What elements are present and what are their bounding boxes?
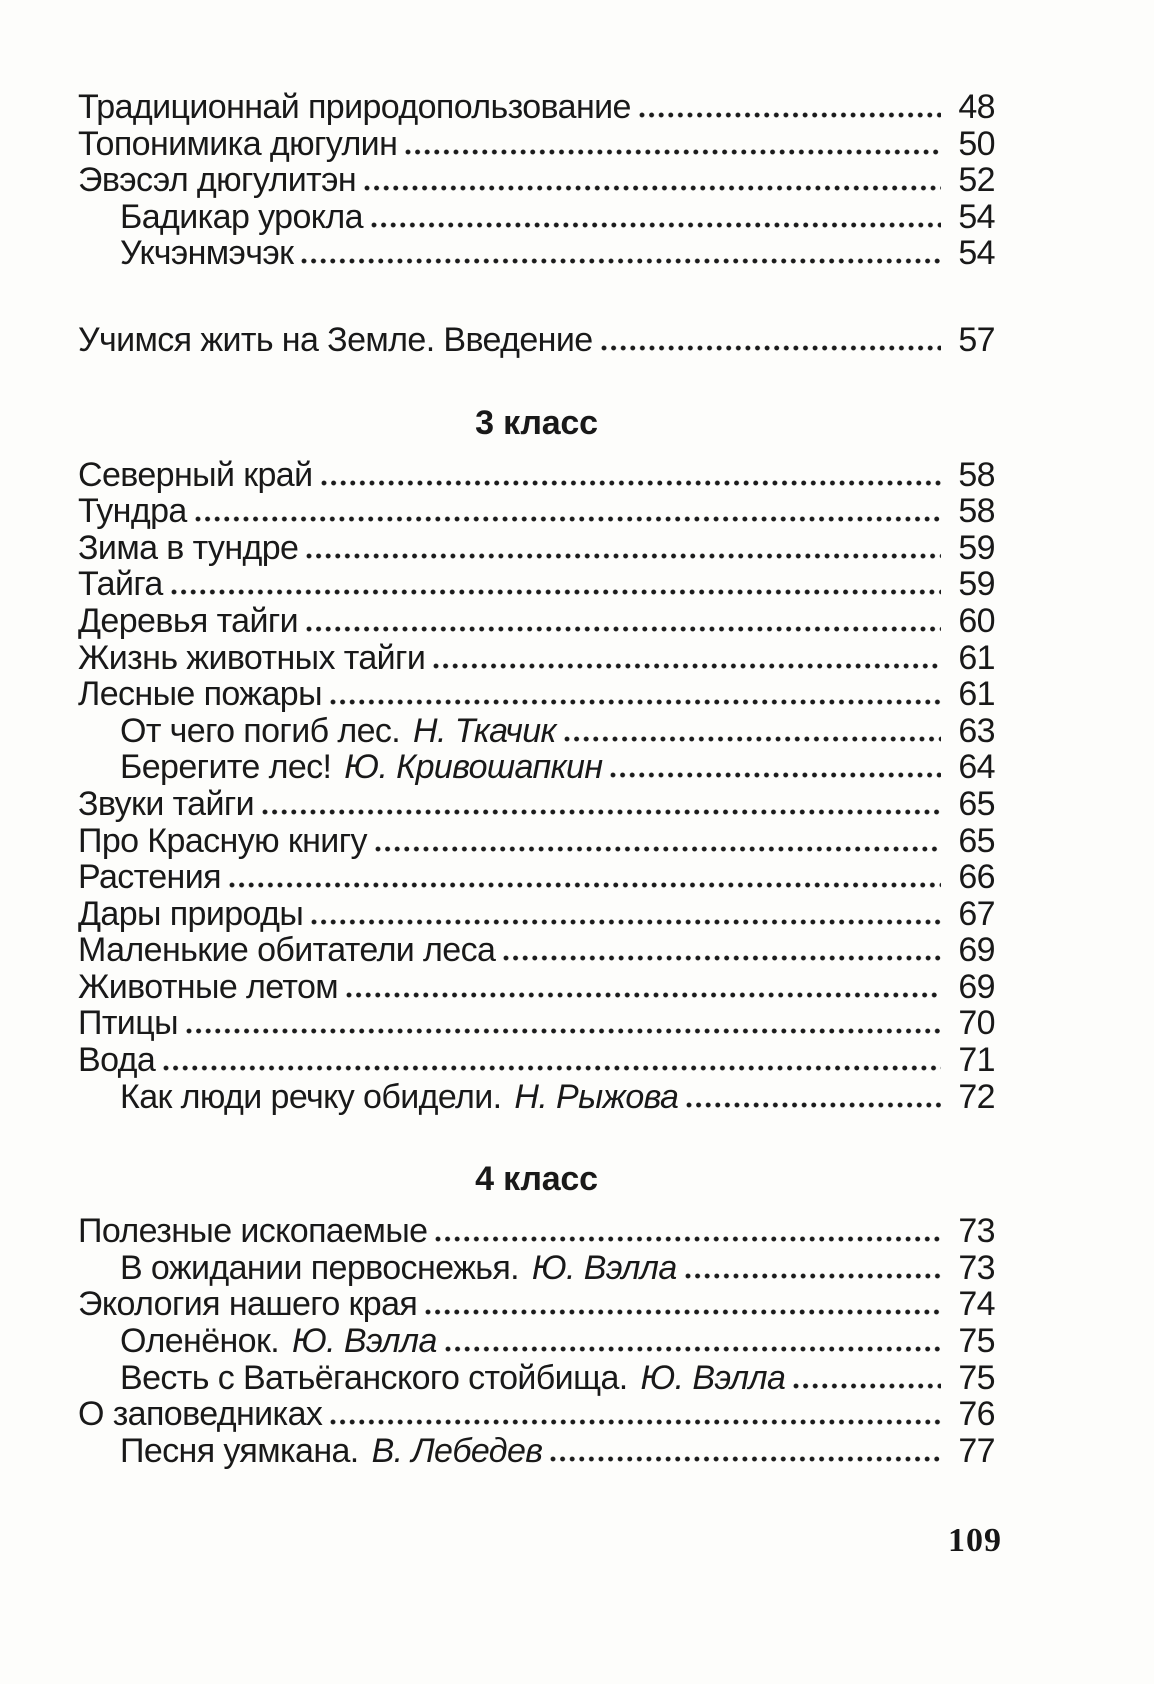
toc-entry-page: 70 xyxy=(958,1004,995,1043)
dot-leader xyxy=(424,1309,941,1315)
toc-entry-title: Северный край xyxy=(78,455,313,494)
toc-entry-title: Деревья тайги xyxy=(78,601,299,640)
toc-entry-page: 50 xyxy=(958,124,995,163)
toc-entry-page: 61 xyxy=(958,675,995,714)
toc-entry xyxy=(78,858,995,895)
toc-entry-title: Оленёнок. Ю. Вэлла xyxy=(120,1322,437,1361)
toc-entry xyxy=(78,1249,995,1286)
toc-entry xyxy=(78,1078,995,1115)
toc-entry-title: О заповедниках xyxy=(78,1395,323,1434)
toc-entry xyxy=(78,1432,995,1469)
section-heading: 4 класс xyxy=(475,1160,598,1199)
toc-entry-title: Тундра xyxy=(78,492,187,531)
toc-entry-page: 57 xyxy=(958,320,995,359)
toc-entry-title: Маленькие обитатели леса xyxy=(78,931,496,970)
dot-leader xyxy=(305,626,941,632)
toc-entry xyxy=(78,321,995,358)
toc-entry-title: Дары природы xyxy=(78,894,304,933)
toc-entry xyxy=(78,1285,995,1322)
toc-entry xyxy=(78,822,995,859)
toc-entry xyxy=(78,565,995,602)
dot-leader xyxy=(444,1346,941,1352)
toc-entry-title: Топонимика дюгулин xyxy=(78,124,398,163)
toc-entry-title: В ожидании первоснежья. Ю. Вэлла xyxy=(120,1248,677,1287)
toc-block xyxy=(78,321,995,358)
page-number: 109 xyxy=(948,1522,1002,1559)
toc-entry xyxy=(78,234,995,271)
toc-entry-author: Ю. Вэлла xyxy=(531,1248,677,1287)
toc-entry-title: Вода xyxy=(78,1041,156,1080)
toc-entry xyxy=(78,1004,995,1041)
toc-entry-title: Экология нашего края xyxy=(78,1285,418,1324)
toc-entry-page: 73 xyxy=(958,1212,995,1251)
toc-entry xyxy=(78,198,995,235)
dot-leader xyxy=(228,882,941,888)
toc-entry xyxy=(78,931,995,968)
toc-entry-title: Жизнь животных тайги xyxy=(78,638,426,677)
dot-leader xyxy=(685,1102,941,1108)
toc-entry xyxy=(78,712,995,749)
toc-entry-page: 76 xyxy=(958,1395,995,1434)
dot-leader xyxy=(404,149,941,155)
toc-entry-page: 48 xyxy=(958,88,995,126)
toc-entry-page: 65 xyxy=(958,784,995,823)
toc-entry-title: Полезные ископаемые xyxy=(78,1212,428,1251)
toc-entry-page: 69 xyxy=(958,967,995,1006)
toc-entry xyxy=(78,529,995,566)
toc-entry-title: Берегите лес! Ю. Кривошапкин xyxy=(120,748,603,787)
toc-entry-page: 54 xyxy=(958,197,995,236)
dot-leader xyxy=(563,736,941,742)
toc-entry-title: Зима в тундре xyxy=(78,528,299,567)
dot-leader xyxy=(549,1456,941,1462)
section-heading: 3 класс xyxy=(475,403,598,442)
dot-leader xyxy=(432,663,941,669)
toc-block xyxy=(78,88,995,271)
toc-entry-title: Тайга xyxy=(78,565,163,604)
dot-leader xyxy=(162,1065,941,1071)
dot-leader xyxy=(638,112,941,118)
toc-entry xyxy=(78,968,995,1005)
dot-leader xyxy=(370,222,941,228)
toc-entry-title: От чего погиб лес. Н. Ткачик xyxy=(120,711,556,750)
dot-leader xyxy=(261,809,941,815)
toc-entry-page: 54 xyxy=(958,234,995,273)
dot-leader xyxy=(320,480,942,486)
toc-entry xyxy=(78,895,995,932)
toc-entry-title: Песня уямкана. В. Лебедев xyxy=(120,1431,543,1470)
table-of-contents xyxy=(78,88,995,1468)
dot-leader xyxy=(329,699,941,705)
dot-leader xyxy=(609,772,941,778)
toc-entry-page: 59 xyxy=(958,565,995,604)
dot-leader xyxy=(374,846,941,852)
toc-block xyxy=(78,1160,995,1468)
toc-entry-page: 58 xyxy=(958,455,995,494)
toc-entry-page: 67 xyxy=(958,894,995,933)
toc-entry-page: 63 xyxy=(958,711,995,750)
dot-leader xyxy=(684,1273,941,1279)
toc-entry xyxy=(78,161,995,198)
toc-entry xyxy=(78,125,995,162)
toc-entry xyxy=(78,602,995,639)
toc-entry-title: Традиционнай природопользование xyxy=(78,88,631,126)
toc-entry-page: 69 xyxy=(958,931,995,970)
toc-entry-title: Про Красную книгу xyxy=(78,821,367,860)
toc-entry-author: Н. Рыжова xyxy=(514,1077,679,1116)
toc-entry-page: 66 xyxy=(958,858,995,897)
toc-entry-title: Лесные пожары xyxy=(78,675,322,714)
toc-entry-author: В. Лебедев xyxy=(371,1431,543,1470)
toc-entry-author: Ю. Кривошапкин xyxy=(344,748,603,787)
toc-entry-title: Птицы xyxy=(78,1004,178,1043)
dot-leader xyxy=(305,553,941,559)
toc-entry-page: 65 xyxy=(958,821,995,860)
dot-leader xyxy=(329,1419,941,1425)
dot-leader xyxy=(502,955,941,961)
toc-entry xyxy=(78,748,995,785)
toc-entry-author: Н. Ткачик xyxy=(413,711,556,750)
toc-block xyxy=(78,404,995,1115)
toc-entry-page: 74 xyxy=(958,1285,995,1324)
toc-entry-page: 71 xyxy=(958,1041,995,1080)
toc-entry-title: Эвэсэл дюгулитэн xyxy=(78,161,357,200)
toc-entry-page: 75 xyxy=(958,1322,995,1361)
toc-entry-page: 60 xyxy=(958,601,995,640)
toc-entry-page: 73 xyxy=(958,1248,995,1287)
dot-leader xyxy=(170,589,941,595)
toc-entry-page: 64 xyxy=(958,748,995,787)
toc-entry xyxy=(78,639,995,676)
dot-leader xyxy=(310,919,941,925)
toc-entry-page: 61 xyxy=(958,638,995,677)
toc-entry xyxy=(78,675,995,712)
toc-entry xyxy=(78,1212,995,1249)
toc-entry-title: Растения xyxy=(78,858,221,897)
toc-entry-page: 72 xyxy=(958,1077,995,1116)
toc-entry xyxy=(78,88,995,125)
dot-leader xyxy=(792,1383,941,1389)
dot-leader xyxy=(363,185,941,191)
toc-entry-page: 58 xyxy=(958,492,995,531)
toc-entry-page: 59 xyxy=(958,528,995,567)
toc-entry-title: Учимся жить на Земле. Введение xyxy=(78,320,593,359)
toc-entry-author: Ю. Вэлла xyxy=(292,1322,437,1361)
toc-entry xyxy=(78,492,995,529)
toc-entry-page: 77 xyxy=(958,1431,995,1470)
toc-entry xyxy=(78,785,995,822)
toc-entry xyxy=(78,1395,995,1432)
dot-leader xyxy=(600,345,941,351)
toc-entry-title: Как люди речку обидели. Н. Рыжова xyxy=(120,1077,679,1116)
toc-entry-title: Весть с Ватьёганского стойбища. Ю. Вэлла xyxy=(120,1358,786,1397)
toc-entry-page: 52 xyxy=(958,161,995,200)
dot-leader xyxy=(300,258,941,264)
toc-entry-author: Ю. Вэлла xyxy=(640,1358,786,1397)
toc-entry xyxy=(78,456,995,493)
toc-entry-title: Звуки тайги xyxy=(78,784,255,823)
toc-entry xyxy=(78,1322,995,1359)
dot-leader xyxy=(194,516,941,522)
toc-entry-page: 75 xyxy=(958,1358,995,1397)
toc-entry-title: Бадикар урокла xyxy=(120,197,363,236)
dot-leader xyxy=(434,1236,941,1242)
dot-leader xyxy=(185,1028,941,1034)
toc-entry xyxy=(78,1359,995,1396)
toc-entry-title: Укчэнмэчэк xyxy=(120,234,294,273)
dot-leader xyxy=(345,992,941,998)
toc-entry-title: Животные летом xyxy=(78,967,339,1006)
toc-entry xyxy=(78,1041,995,1078)
